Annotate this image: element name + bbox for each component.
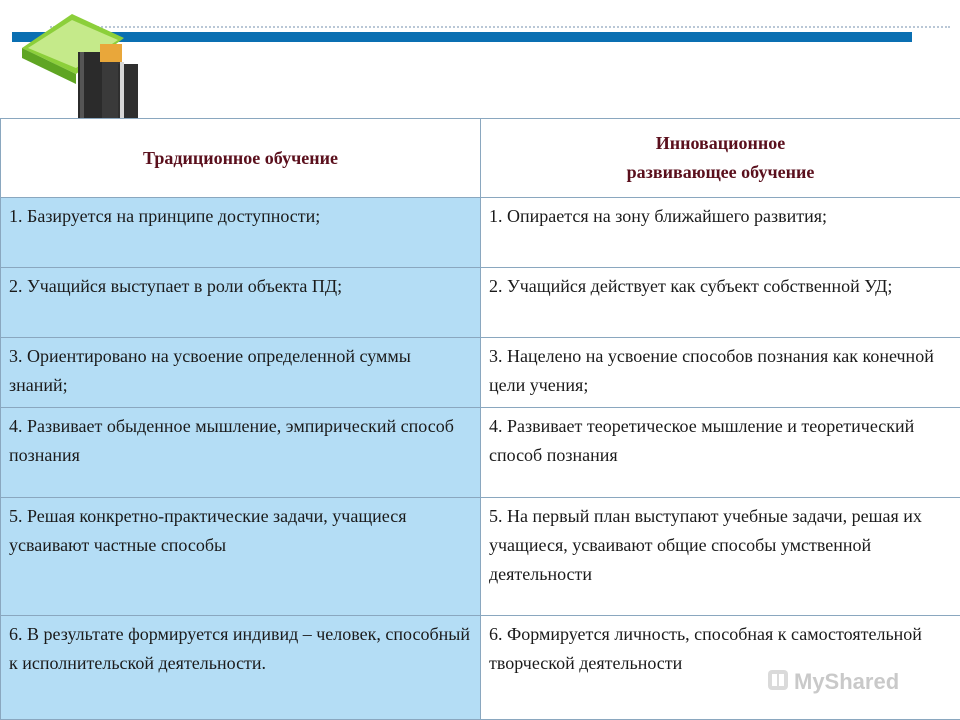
table-row bbox=[1, 408, 960, 498]
watermark bbox=[766, 662, 946, 698]
cell-innovative: 1. Опирается на зону ближайшего развития; bbox=[481, 198, 960, 268]
table-row bbox=[1, 498, 960, 616]
table-row bbox=[1, 338, 960, 408]
header-blue-bar bbox=[12, 32, 912, 42]
cell-traditional: 2. Учащийся выступает в роли объекта ПД; bbox=[1, 268, 481, 338]
cell-innovative: 4. Развивает теоретическое мышление и теоретический способ познания bbox=[481, 408, 960, 498]
cell-traditional: 5. Решая конкретно-практические задачи, учащиеся усваивают частные способы bbox=[1, 498, 481, 616]
cell-traditional: 1. Базируется на принципе доступности; bbox=[1, 198, 481, 268]
cell-traditional: 4. Развивает обыденное мышление, эмпирический способ познания bbox=[1, 408, 481, 498]
watermark-text: MyShared bbox=[794, 669, 900, 694]
header-innovative-line2: развивающее обучение bbox=[626, 162, 815, 182]
cell-traditional: 6. В результате формируется индивид – человек, способный к исполнительской деятельности. bbox=[1, 616, 481, 720]
cell-innovative: 6. Формируется личность, способная к самостоятельной творческой деятельности bbox=[481, 616, 960, 720]
books-icon bbox=[14, 8, 144, 122]
header-traditional: Традиционное обучение bbox=[1, 119, 481, 198]
table-row bbox=[1, 268, 960, 338]
cell-innovative: 3. Нацелено на усвоение способов познания как конечной цели учения; bbox=[481, 338, 960, 408]
cell-innovative: 5. На первый план выступают учебные задачи, решая их учащиеся, усваивают общие способы умственной деятельности bbox=[481, 498, 960, 616]
cell-traditional: 3. Ориентировано на усвоение определенной суммы знаний; bbox=[1, 338, 481, 408]
cell-innovative: 2. Учащийся действует как субъект собственной УД; bbox=[481, 268, 960, 338]
header-innovative bbox=[481, 119, 960, 198]
header-dotted-line bbox=[50, 26, 950, 28]
comparison-table bbox=[0, 118, 960, 720]
table-header-row bbox=[1, 119, 960, 198]
table-row bbox=[1, 198, 960, 268]
header-innovative-line1: Инновационное bbox=[655, 133, 786, 153]
